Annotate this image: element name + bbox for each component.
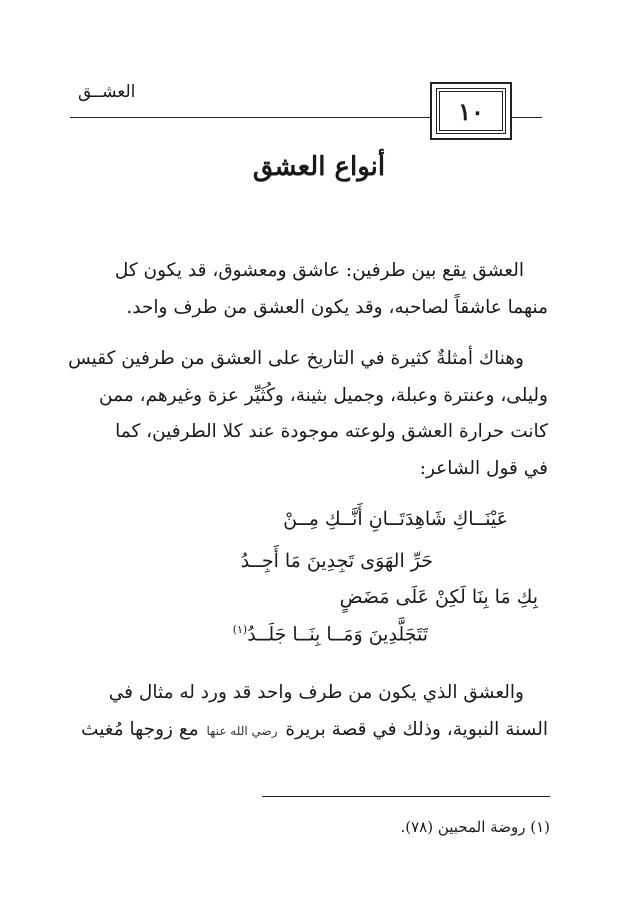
poem-line-4: [233, 623, 428, 645]
paragraph-1: [70, 253, 548, 326]
page-number-box: [430, 82, 512, 140]
poem-line-3: بِكِ مَا بِنَا لَكِنْ عَلَى مَضَضٍ: [339, 586, 538, 608]
poem-line-1: عَيْنَــاكِ شَاهِدَتَــانِ أَنَّــكِ مِــنْ: [283, 508, 508, 530]
paragraph-line: وليلى، وعنترة وعبلة، وجميل بثينة، وكُثَيِّر عزة وغيرهم، ممن: [99, 384, 548, 406]
poem-line-2: حَرِّ الهَوَى تَجِدِينَ مَا أَجِــدُ: [240, 550, 433, 572]
paragraph-line: منهما عاشقاً لصاحبه، وقد يكون العشق من طرف واحد.: [126, 296, 548, 318]
paragraph-line: والعشق الذي يكون من طرف واحد قد ورد له مثال في: [108, 682, 524, 703]
footnote-marker: (١): [232, 623, 248, 636]
paragraph-2: [70, 341, 548, 487]
footnote-rule: [262, 796, 550, 797]
paragraph-line: [70, 712, 548, 750]
paragraph-line: العشق يقع بين طرفين: عاشق ومعشوق، قد يكون كل: [114, 260, 524, 281]
running-title: العشــق: [78, 82, 136, 102]
footnote-1: (١) روضة المحبين (٧٨).: [400, 818, 550, 836]
paragraph-line: وهناك أمثلةٌ كثيرة في التاريخ على العشق من طرفين كقيس: [68, 348, 524, 369]
paragraph-line: في قول الشاعر:: [419, 457, 548, 479]
paragraph-line-start: السنة النبوية، وذلك في قصة بريرة: [285, 718, 548, 740]
page-number: ١٠: [458, 96, 484, 126]
paragraph-3: [70, 675, 548, 749]
poem-line-4-text: تَتَجَلَّدِينَ وَمَــا بِنَــا جَلَــدُ: [247, 623, 428, 646]
paragraph-line-end: مع زوجها مُغيث: [81, 718, 199, 740]
honorific-glyph: رضي الله عنها: [206, 723, 278, 738]
page-number-frame: [436, 88, 506, 134]
section-heading: أنواع العشق: [252, 152, 386, 182]
paragraph-line: كانت حرارة العشق ولوعته موجودة عند كلا الطرفين، كما: [115, 421, 548, 442]
